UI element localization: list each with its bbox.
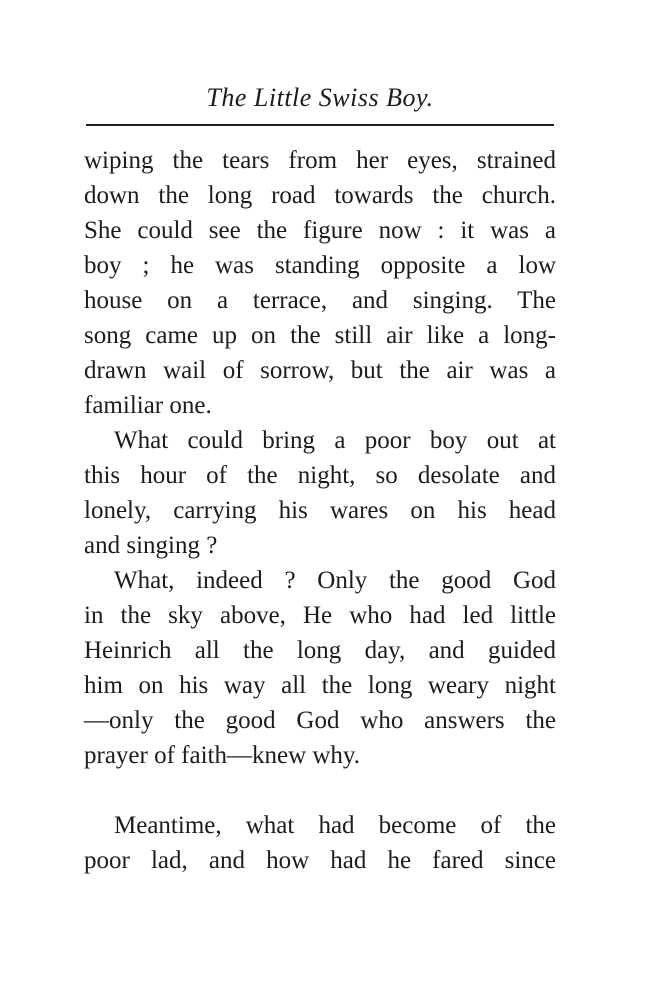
header-rule: [86, 124, 554, 126]
text-line: this hour of the night, so desolate and: [84, 462, 556, 489]
text-line: Heinrich all the long day, and guided: [84, 637, 556, 664]
text-line: song came up on the still air like a long-: [84, 322, 556, 349]
text-line: What, indeed ? Only the good God: [114, 567, 556, 594]
text-line: prayer of faith—knew why.: [84, 742, 361, 769]
text-line: —only the good God who answers the: [84, 707, 556, 734]
text-line: What could bring a poor boy out at: [114, 427, 556, 454]
text-line: Meantime, what had become of the: [114, 812, 556, 839]
paragraph-3: [84, 563, 556, 773]
paragraph-1: [84, 143, 556, 423]
text-line: house on a terrace, and singing. The: [84, 287, 556, 314]
text-line: down the long road towards the church.: [84, 182, 556, 209]
paragraph-2: [84, 423, 556, 563]
text-line: She could see the figure now : it was a: [84, 217, 556, 244]
text-line: wiping the tears from her eyes, strained: [84, 147, 556, 174]
text-line: and singing ?: [84, 532, 218, 559]
running-head: The Little Swiss Boy.: [206, 83, 434, 112]
text-line: familiar one.: [84, 392, 212, 419]
text-line: lonely, carrying his wares on his head: [84, 497, 556, 524]
text-line: in the sky above, He who had led little: [84, 602, 556, 629]
paragraph-4: [84, 808, 556, 878]
text-line: poor lad, and how had he fared since: [84, 847, 556, 874]
text-line: drawn wail of sorrow, but the air was a: [84, 357, 556, 384]
text-line: him on his way all the long weary night: [84, 672, 556, 699]
text-line: boy ; he was standing opposite a low: [84, 252, 556, 279]
